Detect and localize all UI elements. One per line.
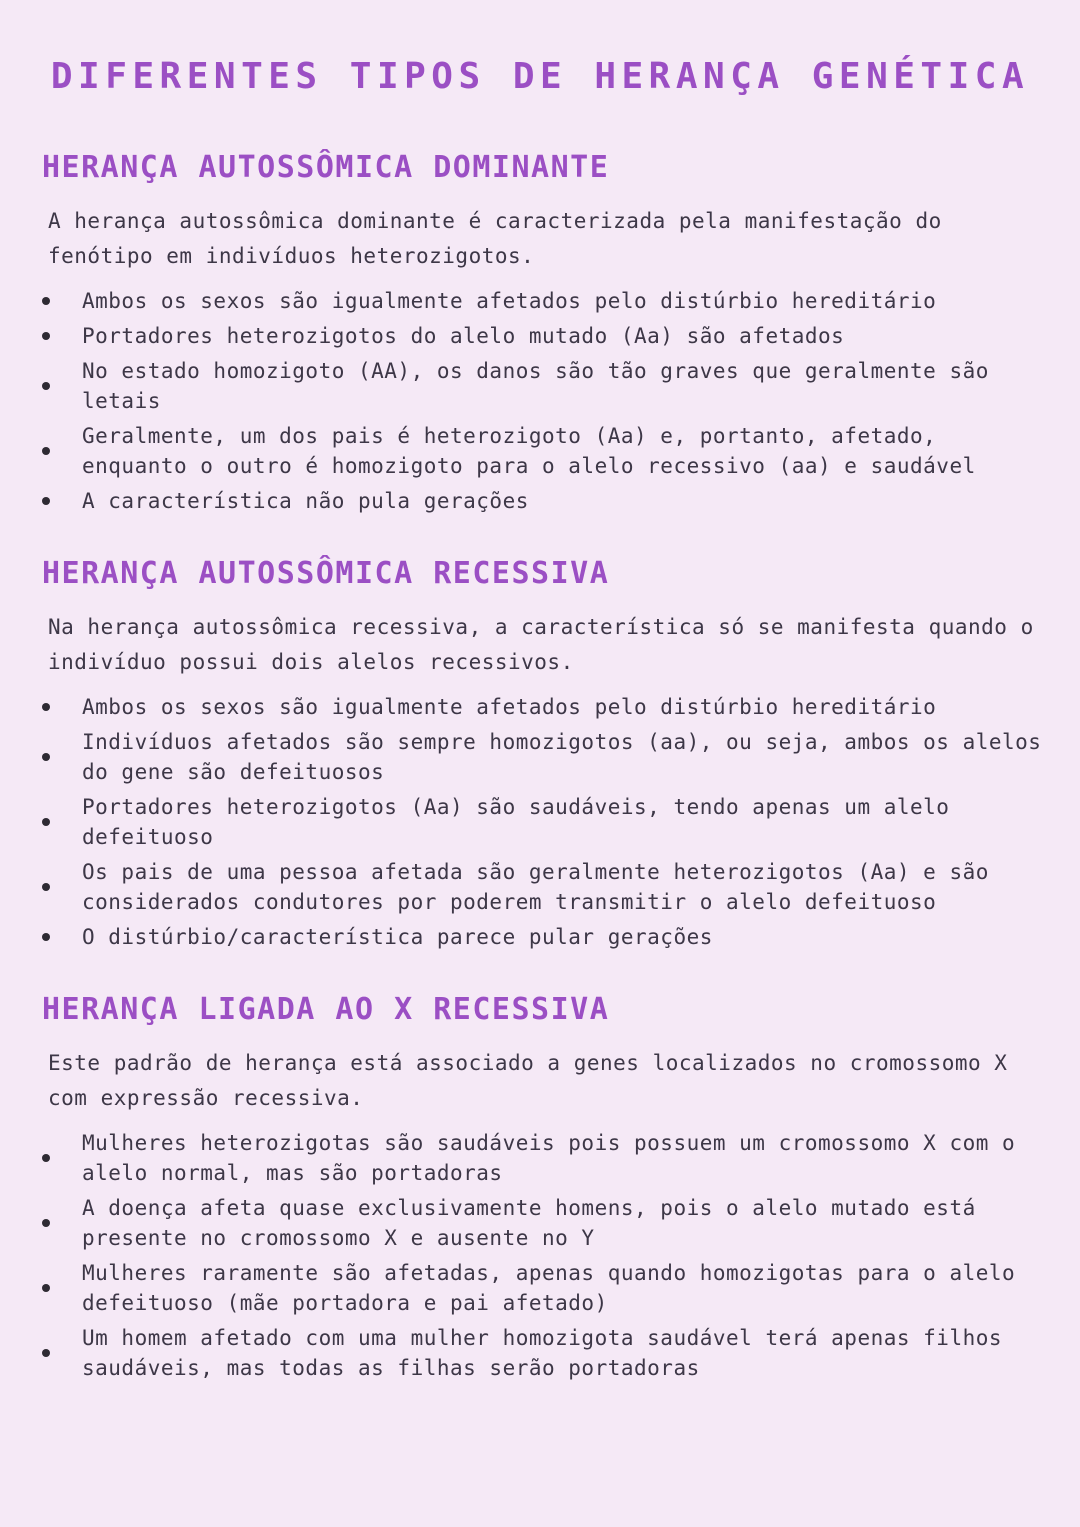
list-item-text: Um homem afetado com uma mulher homozigota saudável terá apenas filhos saudáveis, mas todas as filhas serão portadoras [82,1326,1003,1380]
list-item-text: Mulheres heterozigotas são saudáveis pois possuem um cromossomo X com o alelo normal, mas são portadoras [82,1131,1016,1185]
list-item [42,486,1052,516]
bullet-icon [42,447,50,455]
section-autosomal-recessive [42,556,1052,957]
section-heading: HERANÇA AUTOSSÔMICA DOMINANTE [42,150,610,185]
list-item [42,692,1052,722]
list-item [42,857,1052,917]
list-item-text: No estado homozigoto (AA), os danos são tão graves que geralmente são letais [82,359,989,413]
list-item-text: Indivíduos afetados são sempre homozigotos (aa), ou seja, ambos os alelos do gene são defeituosos [82,730,1042,784]
bullet-icon [42,703,50,711]
section-heading: HERANÇA LIGADA AO X RECESSIVA [42,992,610,1027]
bullet-icon [42,1154,50,1162]
list-item [42,727,1052,787]
list-item [42,286,1052,316]
bullet-icon [42,382,50,390]
list-item [42,1323,1052,1383]
list-item-text: Mulheres raramente são afetadas, apenas quando homozigotas para o alelo defeituoso (mãe portadora e pai afetado) [82,1261,1016,1315]
list-item-text: Ambos os sexos são igualmente afetados pelo distúrbio hereditário [82,695,937,719]
section-intro: Na herança autossômica recessiva, a característica só se manifesta quando o indivíduo possui dois alelos recessivos. [48,615,1034,674]
bullet-icon [42,497,50,505]
list-item-text: Geralmente, um dos pais é heterozigoto (Aa) e, portanto, afetado, enquanto o outro é homozigoto para o alelo recessivo (aa) e saudável [82,424,976,478]
bullet-list [42,1128,1052,1383]
section-x-linked-recessive [42,992,1052,1388]
bullet-icon [42,933,50,941]
list-item-text: Portadores heterozigotos (Aa) são saudáveis, tendo apenas um alelo defeituoso [82,795,950,849]
list-item [42,792,1052,852]
section-autosomal-dominant [42,150,1052,521]
bullet-icon [42,297,50,305]
bullet-icon [42,1349,50,1357]
bullet-icon [42,332,50,340]
bullet-list [42,286,1052,516]
list-item-text: A doença afeta quase exclusivamente homens, pois o alelo mutado está presente no cromossomo X e ausente no Y [82,1196,976,1250]
list-item [42,1258,1052,1318]
bullet-list [42,692,1052,952]
list-item-text: A característica não pula gerações [82,489,529,513]
list-item [42,321,1052,351]
bullet-icon [42,883,50,891]
section-intro: Este padrão de herança está associado a genes localizados no cromossomo X com expressão recessiva. [48,1051,1008,1110]
bullet-icon [42,753,50,761]
list-item-text: O distúrbio/característica parece pular gerações [82,925,713,949]
bullet-icon [42,1219,50,1227]
list-item [42,356,1052,416]
list-item [42,1193,1052,1253]
bullet-icon [42,818,50,826]
list-item-text: Portadores heterozigotos do alelo mutado (Aa) são afetados [82,324,845,348]
section-intro: A herança autossômica dominante é caracterizada pela manifestação do fenótipo em indivíduos heterozigotos. [48,209,942,268]
list-item [42,421,1052,481]
list-item-text: Ambos os sexos são igualmente afetados pelo distúrbio hereditário [82,289,937,313]
section-heading: HERANÇA AUTOSSÔMICA RECESSIVA [42,556,610,591]
bullet-icon [42,1284,50,1292]
list-item-text: Os pais de uma pessoa afetada são geralmente heterozigotos (Aa) e são considerados condutores por poderem transmitir o alelo defeituoso [82,860,989,914]
document-title: DIFERENTES TIPOS DE HERANÇA GENÉTICA [50,56,1030,97]
list-item [42,1128,1052,1188]
list-item [42,922,1052,952]
